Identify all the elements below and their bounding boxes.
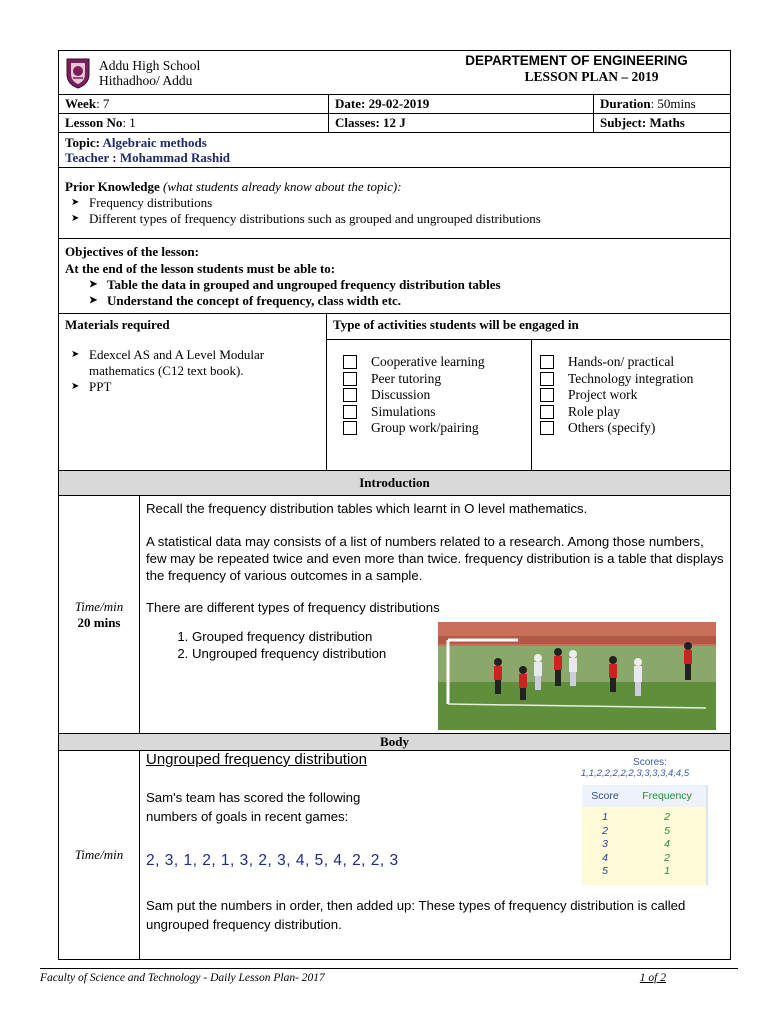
teacher-name: Teacher : Mohammad Rashid <box>65 150 231 165</box>
activity-label: Technology integration <box>568 370 694 386</box>
objectives-row <box>59 239 730 314</box>
materials-activities-row <box>59 314 730 471</box>
activity-option[interactable] <box>540 404 730 421</box>
activity-option[interactable] <box>540 354 730 371</box>
activity-option[interactable] <box>540 420 730 437</box>
prior-knowledge-heading: Prior Knowledge <box>65 179 160 194</box>
topic-label: Topic: <box>65 135 100 150</box>
frequency-cell: 4 <box>664 838 670 850</box>
body-row <box>59 751 730 959</box>
activity-label: Hands-on/ practical <box>568 354 675 369</box>
prior-knowledge-item: ➤ Frequency distributions <box>65 195 724 211</box>
frequency-table-row <box>582 825 706 839</box>
materials-block <box>59 314 327 470</box>
frequency-cell: 5 <box>664 824 670 837</box>
body-para-2: Sam put the numbers in order, then added up: These types of frequency distribution is called ungrouped frequency distribution. <box>146 898 686 932</box>
subject-value: Maths <box>646 115 685 130</box>
scores-title: Scores: <box>633 757 667 768</box>
classes-value: 12 J <box>379 115 406 130</box>
score-cell: 5 <box>602 865 608 877</box>
activity-label: Others (specify) <box>568 420 656 436</box>
school-crest-icon <box>63 56 93 90</box>
activity-label: Role play <box>568 403 621 419</box>
topic-row <box>59 133 730 168</box>
subject-label: Subject: <box>600 115 647 130</box>
score-cell: 3 <box>602 838 608 850</box>
prior-knowledge-list <box>65 195 724 227</box>
body-band: Body <box>59 734 730 751</box>
score-cell: 1 <box>602 811 608 823</box>
page-number: 1 of 2 <box>639 972 666 984</box>
week-label: Week <box>65 96 97 111</box>
introduction-band: Introduction <box>59 471 730 496</box>
activities-heading: Type of activities students will be engaged in <box>327 314 730 340</box>
activity-option[interactable] <box>343 354 531 371</box>
department-title: DEPARTEMENT OF ENGINEERING <box>465 53 688 68</box>
classes-cell <box>329 114 594 132</box>
lesson-label: Lesson No <box>65 115 123 130</box>
activity-checkbox[interactable] <box>343 388 357 402</box>
activity-option[interactable] <box>343 404 531 421</box>
prior-knowledge-item: ➤ Different types of frequency distributions such as grouped and ungrouped distributions <box>65 211 724 227</box>
duration-value: : 50mins <box>650 96 696 111</box>
activity-checkbox[interactable] <box>540 388 554 402</box>
frequency-cell: 2 <box>664 811 670 823</box>
activity-checkbox[interactable] <box>343 372 357 386</box>
frequency-table-row <box>582 865 706 879</box>
activity-option[interactable] <box>343 371 531 388</box>
activity-option[interactable] <box>540 387 730 404</box>
meta-row-1 <box>59 95 730 114</box>
topic-block <box>59 133 730 167</box>
body-heading: Ungrouped frequency distribution <box>146 751 367 768</box>
activity-option[interactable] <box>343 420 531 437</box>
objectives-list <box>65 277 724 309</box>
prior-knowledge-row <box>59 168 730 239</box>
activity-checkbox[interactable] <box>540 372 554 386</box>
frequency-column-header: Frequency <box>642 790 692 802</box>
activity-checkbox[interactable] <box>343 355 357 369</box>
objectives-heading: Objectives of the lesson: <box>65 244 199 259</box>
school-name: Addu High School <box>99 57 201 73</box>
activity-checkbox[interactable] <box>540 355 554 369</box>
school-location: Hithadhoo/ Addu <box>99 72 193 88</box>
introduction-row <box>59 496 730 734</box>
intro-para-3: There are different types of frequency distributions <box>146 600 440 615</box>
football-photo <box>438 622 716 730</box>
activities-block <box>327 314 730 470</box>
activity-label: Project work <box>568 387 638 403</box>
activity-label: Simulations <box>371 403 436 419</box>
objective-item: ➤ Understand the concept of frequency, class width etc. <box>83 293 724 309</box>
intro-para-1: Recall the frequency distribution tables which learnt in O level mathematics. <box>146 501 588 516</box>
page-footer <box>40 968 738 984</box>
week-value: : 7 <box>96 96 110 111</box>
body-para-1: Sam's team has scored the following numbers of goals in recent games: <box>146 790 361 824</box>
material-item: ➤ Edexcel AS and A Level Modular mathematics (C12 text book). <box>65 347 320 379</box>
classes-label: Classes: <box>335 115 380 130</box>
score-column-header: Score <box>591 790 619 802</box>
activity-label: Peer tutoring <box>371 370 442 386</box>
activity-label: Cooperative learning <box>371 354 485 369</box>
frequency-table-header <box>582 785 706 807</box>
distribution-type-item: 1. Grouped frequency distribution <box>192 628 442 645</box>
frequency-table-body <box>582 807 706 885</box>
activity-label: Discussion <box>371 387 431 403</box>
body-content <box>140 751 730 959</box>
scores-frequency-figure <box>570 757 700 885</box>
objectives-subheading: At the end of the lesson students must be able to: <box>65 261 336 276</box>
date-value: : 29-02-2019 <box>361 96 430 111</box>
lesson-cell <box>59 114 329 132</box>
material-item: ➤ PPT <box>65 379 320 395</box>
activity-option[interactable] <box>343 387 531 404</box>
activities-left-column <box>327 340 532 470</box>
score-cell: 4 <box>602 851 608 864</box>
duration-cell <box>594 95 730 113</box>
intro-para-2: A statistical data may consists of a list of numbers related to a research. Among those numbers, few may be repeated twice and even more than twice. frequency distribution is a table that displays the frequency of various outcomes in a sample. <box>146 534 724 583</box>
body-time-label: Time/min <box>74 847 124 862</box>
prior-knowledge-note: (what students already know about the topic): <box>159 179 402 194</box>
intro-time-label: Time/min <box>74 598 124 614</box>
distribution-type-item: 2. Ungrouped frequency distribution <box>192 645 442 662</box>
frequency-table-row <box>582 852 706 866</box>
materials-list <box>65 347 320 395</box>
intro-content <box>140 496 730 733</box>
intro-list <box>146 628 442 662</box>
activities-right-column <box>532 340 730 470</box>
lesson-plan-document <box>58 50 731 960</box>
activity-checkbox[interactable] <box>343 421 357 435</box>
lesson-value: : 1 <box>122 115 136 130</box>
activity-option[interactable] <box>540 371 730 388</box>
activity-label: Group work/pairing <box>371 420 479 436</box>
meta-row-2 <box>59 114 730 133</box>
topic-value: Algebraic methods <box>99 135 207 150</box>
prior-knowledge-block <box>59 168 730 238</box>
plan-title: LESSON PLAN – 2019 <box>524 69 659 84</box>
objectives-block <box>59 239 730 313</box>
frequency-cell: 2 <box>664 851 670 864</box>
duration-label: Duration <box>600 96 651 111</box>
frequency-table-row <box>582 811 706 825</box>
frequency-table <box>582 785 708 885</box>
scores-sorted: 1,1,2,2,2,2,2,3,3,3,3,4,4,5 <box>580 768 690 779</box>
date-cell <box>329 95 594 113</box>
materials-heading: Materials required <box>65 317 170 332</box>
intro-time-value: 20 mins <box>77 614 121 630</box>
school-block <box>59 51 389 94</box>
objective-item: ➤ Table the data in grouped and ungrouped frequency distribution tables <box>83 277 724 293</box>
intro-time-cell <box>59 496 140 733</box>
activity-checkbox[interactable] <box>343 405 357 419</box>
frequency-cell: 1 <box>664 865 670 877</box>
activity-checkbox[interactable] <box>540 405 554 419</box>
activity-checkbox[interactable] <box>540 421 554 435</box>
date-label: Date <box>335 96 361 111</box>
week-cell <box>59 95 329 113</box>
subject-cell <box>594 114 730 132</box>
department-block <box>389 51 730 94</box>
footer-text: Faculty of Science and Technology - Daily Lesson Plan- 2017 <box>40 972 325 984</box>
goal-numbers: 2, 3, 1, 2, 1, 3, 2, 3, 4, 5, 4, 2, 2, 3 <box>146 852 399 869</box>
score-cell: 2 <box>602 824 608 837</box>
header-row <box>59 51 730 95</box>
body-time-cell <box>59 751 140 959</box>
frequency-table-row <box>582 838 706 852</box>
